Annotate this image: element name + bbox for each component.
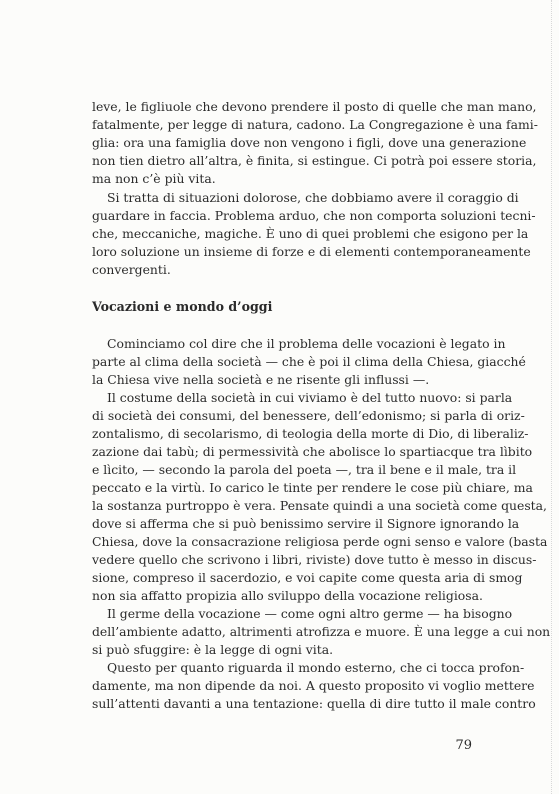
text-line: dell’ambiente adatto, altrimenti atrofizza e muore. È una legge a cui non — [92, 624, 551, 639]
text-line: la sostanza purtroppo è vera. Pensate quindi a una società come questa, — [92, 498, 547, 513]
text-line: sull’attenti davanti a una tentazione: quella di dire tutto il male contro — [92, 696, 536, 711]
text-line: dove si afferma che si può benissimo servire il Signore ignorando la — [92, 516, 520, 531]
text-line: parte al clima della società — che è poi il clima della Chiesa, giacché — [92, 354, 526, 369]
text-line: zazione dai tabù; di permessività che abolisce lo spartiacque tra lìbito — [92, 444, 533, 459]
text-line: la Chiesa vive nella società e ne risente gli influssi —. — [92, 372, 430, 387]
text-line: si può sfuggire: è la legge di ogni vita. — [92, 642, 334, 657]
section-heading: Vocazioni e mondo d’oggi — [92, 299, 273, 314]
text-line: ma non c’è più vita. — [92, 171, 216, 186]
text-line: e lìcito, — secondo la parola del poeta —, tra il bene e il male, tra il — [92, 462, 517, 477]
text-line: non sia affatto propizia allo sviluppo della vocazione religiosa. — [92, 588, 483, 603]
text-line: vedere quello che scrivono i libri, riviste) dove tutto è messo in discus- — [92, 552, 537, 567]
text-line: damente, ma non dipende da noi. A questo proposito vi voglio mettere — [92, 678, 535, 693]
text-line: Si tratta di situazioni dolorose, che dobbiamo avere il coraggio di — [107, 190, 519, 205]
text-line: glia: ora una famiglia dove non vengono i figli, dove una generazione — [92, 135, 527, 150]
text-line: sione, compreso il sacerdozio, e voi capite come questa aria di smog — [92, 570, 523, 585]
text-line: convergenti. — [92, 262, 171, 277]
text-line: Chiesa, dove la consacrazione religiosa perde ogni senso e valore (basta — [92, 534, 548, 549]
text-line: Il costume della società in cui viviamo è del tutto nuovo: si parla — [107, 390, 513, 405]
text-line: loro soluzione un insieme di forze e di elementi contemporaneamente — [92, 244, 531, 259]
text-line: non tien dietro all’altra, è finita, si estingue. Ci potrà poi essere storia, — [92, 153, 537, 168]
page-number: 79 — [455, 738, 472, 753]
text-line: zontalismo, di secolarismo, di teologia della morte di Dio, di liberaliz- — [92, 426, 529, 441]
text-line: Cominciamo col dire che il problema delle vocazioni è legato in — [107, 336, 506, 351]
text-line: che, meccaniche, magiche. È uno di quei problemi che esigono per la — [92, 226, 529, 241]
text-line: di società dei consumi, del benessere, dell’edonismo; si parla di oriz- — [92, 408, 525, 423]
text-line: Questo per quanto riguarda il mondo esterno, che ci tocca profon- — [107, 660, 525, 675]
text-line: peccato e la virtù. Io carico le tinte per rendere le cose più chiare, ma — [92, 480, 533, 495]
page-edge-divider — [551, 0, 553, 794]
text-line: Il germe della vocazione — come ogni altro germe — ha bisogno — [107, 606, 513, 621]
text-line: guardare in faccia. Problema arduo, che non comporta soluzioni tecni- — [92, 208, 536, 223]
text-line: leve, le figliuole che devono prendere il posto di quelle che man mano, — [92, 99, 537, 114]
text-line: fatalmente, per legge di natura, cadono. La Congregazione è una fami- — [92, 117, 538, 132]
